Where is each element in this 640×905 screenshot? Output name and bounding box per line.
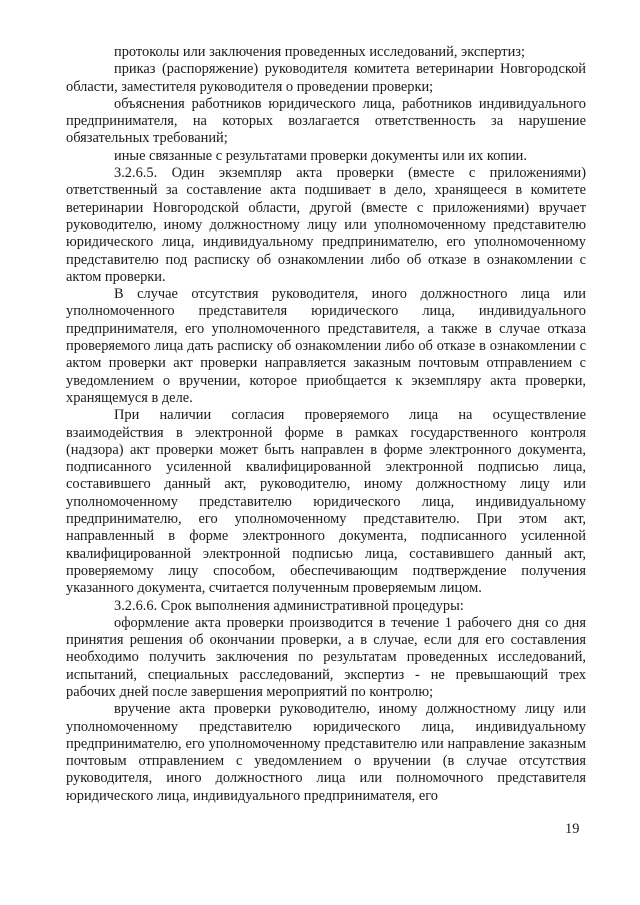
paragraph-explanations: объяснения работников юридического лица, работников индивидуального предпринимателя, на которых возлагается ответственность за нарушение обязательных требований;: [66, 95, 586, 147]
paragraph-section-3-2-6-6: 3.2.6.6. Срок выполнения административной процедуры:: [114, 597, 464, 614]
paragraph-deadline-drafting: оформление акта проверки производится в течение 1 рабочего дня со дня принятия решения об окончании проверки, а в случае, если для его составления необходимо получить заключения по результатам проведенных исследований, испытаний, специальных расследований, экспертиз - не превышающий трех рабочих дней после завершения мероприятий по контролю;: [66, 614, 586, 700]
paragraph-protocols: протоколы или заключения проведенных исследований, экспертиз;: [114, 44, 525, 60]
paragraph-order: приказ (распоряжение) руководителя комитета ветеринарии Новгородской области, заместителя руководителя о проведении проверки;: [66, 61, 586, 95]
paragraph-absence-case: В случае отсутствия руководителя, иного должностного лица или уполномоченного представителя юридического лица, индивидуального предпринимателя, его уполномоченного представителя, а также в случае отказа проверяемого лица дать расписку об ознакомлении либо об отказе в ознакомлении с актом проверки акт проверки направляется заказным почтовым отправлением с уведомлением о вручении, которое приобщается к экземпляру акта проверки, хранящемуся в деле.: [66, 286, 586, 406]
page-number: 19: [565, 821, 580, 837]
paragraph-deadline-delivery: вручение акта проверки руководителю, иному должностному лицу или уполномоченному представителю юридического лица, индивидуальному предпринимателю, его уполномоченному представителю или направление заказным почтовым отправлением с уведомлением о вручении (в случае отсутствия руководителя, иного должностного лица или полномочного представителя юридического лица, индивидуального предпринимателя, его: [66, 701, 586, 804]
paragraph-electronic-form: При наличии согласия проверяемого лица на осуществление взаимодействия в электронной форме в рамках государственного контроля (надзора) акт проверки может быть направлен в форме электронного документа, подписанного усиленной квалифицированной электронной подписью лица, составившего данный акт, руководителю, иному должностному лицу или уполномоченному представителю юридического лица, индивидуальному предпринимателю, его уполномоченному представителю. При этом акт, направленный в форме электронного документа, подписанного усиленной квалифицированной электронной подписью лица, составившего данный акт, проверяемому лицу способом, обеспечивающим подтверждение получения указанного документа, считается полученным проверяемым лицом.: [66, 407, 586, 597]
document-body: [66, 44, 586, 805]
paragraph-section-3-2-6-5: 3.2.6.5. Один экземпляр акта проверки (вместе с приложениями) ответственный за составление акта подшивает в дело, хранящееся в комитете ветеринарии Новгородской области, другой (вместе с приложениями) вручает руководителю, иному должностному лицу или уполномоченному представителю юридического лица, индивидуальному предпринимателю, его уполномоченному представителю под расписку об ознакомлении либо об отказе в ознакомлении с актом проверки.: [66, 165, 586, 285]
paragraph-other-documents: иные связанные с результатами проверки документы или их копии.: [114, 147, 527, 164]
